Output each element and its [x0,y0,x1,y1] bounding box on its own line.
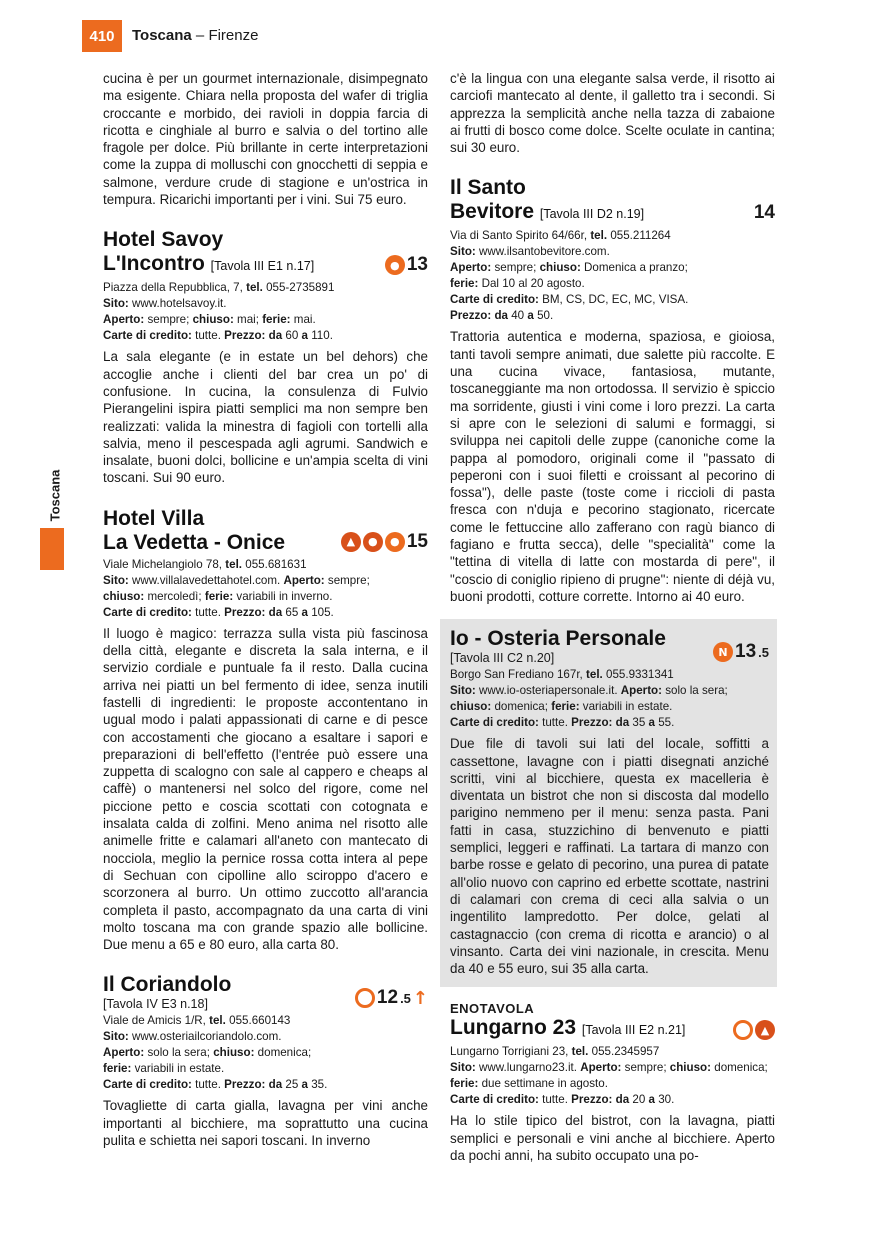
price-to: a [301,1078,308,1092]
entry-review: La sala elegante (e in estate un bel dehors) che accoglie anche i clienti del bar crea un po' di confusione. In cucina, la consulenza di Fulvio Pierangelini ispira piatti semplici ma non sempre ben realizzati: valida la minestra di fagioli con tortelli alla salvia, meno il pescespada agli agrumi. Sandwich e insalate, buoni dolci, bollicine e un'ampia scelta di vini toscani. Sui 90 euro. [103,349,428,486]
closed-label: chiuso: [539,261,581,275]
wine-icon: ▲ [341,532,361,552]
holidays-value: variabili in estate. [582,700,673,714]
closed-label: chiuso: [213,1046,255,1060]
tel-label: tel. [590,229,608,243]
price-max: 50. [537,309,554,323]
cards-label: Carte di credito: [450,1093,539,1107]
page-number: 410 [82,20,122,52]
site-label: Sito: [450,1061,476,1075]
site-label: Sito: [450,245,476,259]
closed-label: chiuso: [192,313,234,327]
phone: 055.660143 [229,1014,291,1028]
hotel-icon: ● [385,255,405,275]
entry-header [103,507,428,555]
cards-label: Carte di credito: [103,1078,192,1092]
entry-meta [103,1013,428,1093]
entry-review: Tovagliette di carta gialla, lavagna per vini anche importanti al bicchiere, ma soprattutto una cucina pulita e schietta nei sapori toscani. In inverno [103,1098,428,1148]
entry-header [450,176,775,226]
entry-review: Il luogo è magico: terrazza sulla vista più fascinosa della città, elegante e discreta la sala interna, e il servizio cordiale e puntuale fa il resto. Dalla cucina arriva nei piatti un bel fermento di idee, senza inutili fastelli di ingredienti: le proposte accontentano in ugual modo i palati appassionati di carne e di pesce con accostamenti che giocano a esaltare i sapori e preparazioni di bell'effetto (l'entrée può essere una zuppetta di scalogno con sale al cappero e cheaps al caffè) o mantenersi nel solco del rigore, come nel piccione petto e coscia scottati con cotognata e insalata calda di zolfini. Meno anima nel risotto alle animelle fritte e calamari all'aneto con mantecato di nocciola, meglio la pernice rossa cotta intera al pepe di Sechuan con cipolline allo sciroppo d'acero e scorzonera al burro. Un ottimo zuccotto all'arancia completa il pasto, accompagnato da una carta di vini molto toscana ma con grande spazio alle bollicine. Due menu a 65 e 80 euro, alla carta 80. [103,625,428,953]
score-value: 15 [406,530,428,552]
map-reference: [Tavola IV E3 n.18] [103,997,208,1012]
price-min: 20 [632,1093,646,1107]
closed-value: mai; [237,313,259,327]
open-value: solo la sera; [665,684,728,698]
open-label: Aperto: [620,684,662,698]
entry-title: Il Santo [450,176,526,200]
price-label: Prezzo: [224,1078,266,1092]
chef-icon [733,1020,753,1040]
intro-text: c'è la lingua con una elegante salsa verde, il risotto ai carciofi mantecato al dente, il galletto tra i secondi. Si apprezza la semplicità anche nella tazza di zabaione ai frutti di bosco come dolce. Scelte oculate in cantina; sui 30 euro. [450,71,775,156]
price-to: a [648,716,655,730]
score-decimal: .5 [400,990,411,1006]
holidays-value: Dal 10 al 20 agosto. [481,277,585,291]
open-label: Aperto: [580,1061,622,1075]
entry-santo-bevitore [450,176,775,605]
holidays-value: variabili in inverno. [236,589,333,603]
entry-meta [103,557,428,621]
score [385,254,428,276]
entry-vedetta [103,507,428,954]
entry-io-osteria [440,619,777,987]
entry-review: Due file di tavoli sui lati del locale, soffitti a cassettone, lavagne con i piatti disegnati anziché scritti, vini al bicchiere, questa ex macelleria è diventata un bistrot che non si discosta dal modello parigino nemmeno per il menu: senza pasta. Pani fatti in casa, stuzzichino di benvenuto e piatti semplici, leggeri e raffinati. La tartara di manzo con barbe rosse e gelato di pecorino, una purea di patate all'olio nuovo con caprino ed erbette scottate, nastrini di calamari con crema di ceci alla salvia o un ingentilito lampredotto. Per dolce, gelati al castagnaccio (con crema di ricotta e arancio) o al vinsanto. Carta dei vini nazionale, in crescita. Menu da 40 e 55 euro, sui 35 alla carta. [450,736,769,977]
closed-label: chiuso: [669,1061,712,1075]
site-label: Sito: [103,297,129,311]
entry-title-line2: Bevitore [450,200,535,224]
open-value: sempre; [624,1061,667,1075]
cards-label: Carte di credito: [103,329,192,343]
running-head-separator: – [191,27,209,44]
entry-review: Ha lo stile tipico del bistrot, con la lavagna, piatti semplici e personali e vini anche al bicchiere. Aperto da pochi anni, ha subito occupato una po- [450,1113,775,1163]
holidays-label: ferie: [450,1077,479,1091]
cards-label: Carte di credito: [103,605,192,619]
address: Borgo San Frediano 167r, [450,668,583,682]
right-column [450,70,775,1164]
score [355,987,428,1009]
entry-lungarno [450,1001,775,1164]
price-from: da [268,605,283,619]
open-label: Aperto: [103,1046,145,1060]
address: Viale Michelangiolo 78, [103,557,223,571]
chef-icon: ● [363,532,383,552]
closed-label: chiuso: [103,589,145,603]
price-label: Prezzo: [224,605,266,619]
entry-title-line2: La Vedetta - Onice [103,530,286,554]
score-value: 14 [753,202,775,224]
price-max: 30. [658,1093,675,1107]
price-max: 35. [311,1078,328,1092]
address: Viale de Amicis 1/R, [103,1014,206,1028]
price-label: Prezzo: [571,1093,613,1107]
price-min: 60 [285,329,299,343]
hotel-icon: ● [385,532,405,552]
map-reference: [Tavola III E1 n.17] [210,259,315,274]
entry-savoy [103,228,428,486]
entry-review: Trattoria autentica e moderna, spaziosa, e gioiosa, tanti tavoli sempre animati, due salette più raccolte. E una cucina vivace, fantasiosa, mutante, toscaneggiante ma non ortodossa. Il servizio è spiccio ma sorridente, giusti i vini come i loro prezzi. La carta si apre con le selezioni di salumi e formaggi, si sviluppa nei capitoli delle zuppe (canoniche come la pappa al pomodoro, originali come il "passato di peperoni con i suoi filetti e croissant al pecorino di fossa"), delle paste (toste come i riccioli di pasta fresca con n'duja e pecorino stagionato, ricercate come le fettuccine allo zafferano con ragù bianco di fagiano e frutta secca), delle "specialità" come la "tettina di vitella di latte con mostarda di pere", il "coscio di coniglio ripieno di prugne": niente di déjà vu, buoni prodotti, cotture corrette. Intorno ai 40 euro. [450,329,775,604]
score [754,202,775,224]
phone: 055.681631 [245,557,307,571]
phone: 055.2345957 [591,1045,660,1059]
running-head-city: Firenze [208,27,259,44]
score [713,641,769,663]
price-min: 40 [511,309,525,323]
open-value: sempre; [494,261,537,275]
map-reference: [Tavola III E2 n.21] [581,1023,686,1038]
price-label: Prezzo: [571,716,613,730]
entry-header [103,228,428,278]
cards-value: tutte. [195,329,221,343]
site-label: Sito: [450,684,476,698]
score-value: 13 [735,641,757,663]
holidays-value: due settimane in agosto. [481,1077,608,1091]
phone: 055.9331341 [606,668,674,682]
holidays-label: ferie: [450,277,479,291]
side-tab-label: Toscana [47,469,63,521]
tel-label: tel. [246,281,263,295]
closed-value: domenica; [714,1061,768,1075]
tel-label: tel. [586,668,603,682]
entry-meta [103,280,428,344]
phone: 055-2735891 [266,281,335,295]
entry-header [450,1001,775,1042]
cards-value: BM, CS, DC, EC, MC, VISA. [542,293,689,307]
entry-title: Hotel Villa [103,506,205,530]
tel-label: tel. [209,1014,226,1028]
closed-value: domenica; [257,1046,312,1060]
phone: 055.211264 [610,229,671,243]
price-to: a [301,329,308,343]
price-min: 25 [285,1078,299,1092]
open-label: Aperto: [450,261,492,275]
entry-meta [450,1044,775,1108]
price-from: da [615,1093,630,1107]
new-badge-icon: N [713,642,733,662]
tel-label: tel. [225,557,243,571]
entry-header [450,627,769,665]
side-tab [40,460,70,530]
open-label: Aperto: [283,573,325,587]
holidays-label: ferie: [204,589,234,603]
cards-value: tutte. [195,605,221,619]
website-link[interactable]: www.io-osteriapersonale.it. [479,684,618,698]
entry-coriandolo [103,973,428,1149]
holidays-value: mai. [293,313,316,327]
entry-title-line2: L'Incontro [103,252,205,276]
price-to: a [527,309,534,323]
cards-label: Carte di credito: [450,716,539,730]
price-max: 110. [311,329,333,343]
cards-value: tutte. [542,716,568,730]
tel-label: tel. [571,1045,589,1059]
map-reference: [Tavola III C2 n.20] [450,651,555,666]
score-decimal: .5 [758,644,769,660]
price-max: 105. [311,605,334,619]
address: Lungarno Torrigiani 23, [450,1045,569,1059]
closed-value: mercoledì; [147,589,202,603]
price-to: a [648,1093,655,1107]
running-head [132,27,258,44]
price-min: 35 [632,716,646,730]
map-reference: [Tavola III D2 n.19] [539,207,645,222]
entry-title: Io - Osteria Personale [450,627,666,651]
closed-value: domenica; [494,700,548,714]
cards-label: Carte di credito: [450,293,539,307]
score [733,1020,775,1040]
wine-icon: ▲ [755,1020,775,1040]
website-link[interactable]: www.villalavedettahotel.com. [132,573,281,587]
score-value: 13 [406,254,428,276]
score [341,531,428,553]
website-link[interactable]: www.ilsantobevitore.com. [479,245,610,259]
price-from: da [615,716,630,730]
left-column [103,70,428,1149]
cards-value: tutte. [195,1078,221,1092]
site-label: Sito: [103,573,129,587]
side-tab-marker [40,528,64,570]
price-from: da [268,1078,283,1092]
closed-value: Domenica a pranzo; [584,261,688,275]
entry-title: Il Coriandolo [103,973,232,997]
open-label: Aperto: [103,313,145,327]
entry-title: Lungarno 23 [450,1016,577,1040]
price-to: a [301,605,308,619]
holidays-value: variabili in estate. [134,1062,225,1076]
cards-value: tutte. [542,1093,568,1107]
address: Via di Santo Spirito 64/66r, [450,229,588,243]
website-link[interactable]: www.osteriailcoriandolo.com. [132,1030,282,1044]
entry-meta [450,228,775,324]
entry-header [103,973,428,1011]
price-min: 65 [285,605,299,619]
holidays-label: ferie: [551,700,580,714]
price-from: da [268,329,283,343]
running-head-region: Toscana [132,27,192,44]
arrow-up-icon: ↑ [412,987,428,1009]
entry-title: Hotel Savoy [103,228,224,252]
open-value: sempre; [327,573,370,587]
price-label: Prezzo: [224,329,266,343]
holidays-label: ferie: [262,313,291,327]
category-kicker: ENOTAVOLA [450,1001,535,1017]
open-value: sempre; [147,313,190,327]
score-value: 12 [376,987,399,1009]
address: Piazza della Repubblica, 7, [103,281,243,295]
open-value: solo la sera; [147,1046,210,1060]
price-max: 55. [658,716,675,730]
website-link[interactable]: www.lungarno23.it. [479,1061,577,1075]
website-link[interactable]: www.hotelsavoy.it. [132,297,227,311]
holidays-label: ferie: [103,1062,132,1076]
price-label: Prezzo: [450,309,492,323]
price-from: da [494,309,508,323]
intro-text: cucina è per un gourmet internazionale, disimpegnato ma esigente. Chiara nella proposta del wafer di triglia croccante e morbido, dei ravioli in doppia farcia di ricotta e cinghiale al burro e salvia o del tortino alle fragole per dolce. Più brillante in certe interpretazioni come la zuppa di molluschi con gnocchetti di seppia e salmone, verdure crude di stagione e un'ostrica in tempura. Ricarichi importanti per i vini. Sui 75 euro. [103,71,428,208]
site-label: Sito: [103,1030,129,1044]
chef-icon [355,988,375,1008]
closed-label: chiuso: [450,700,492,714]
entry-meta [450,667,769,731]
